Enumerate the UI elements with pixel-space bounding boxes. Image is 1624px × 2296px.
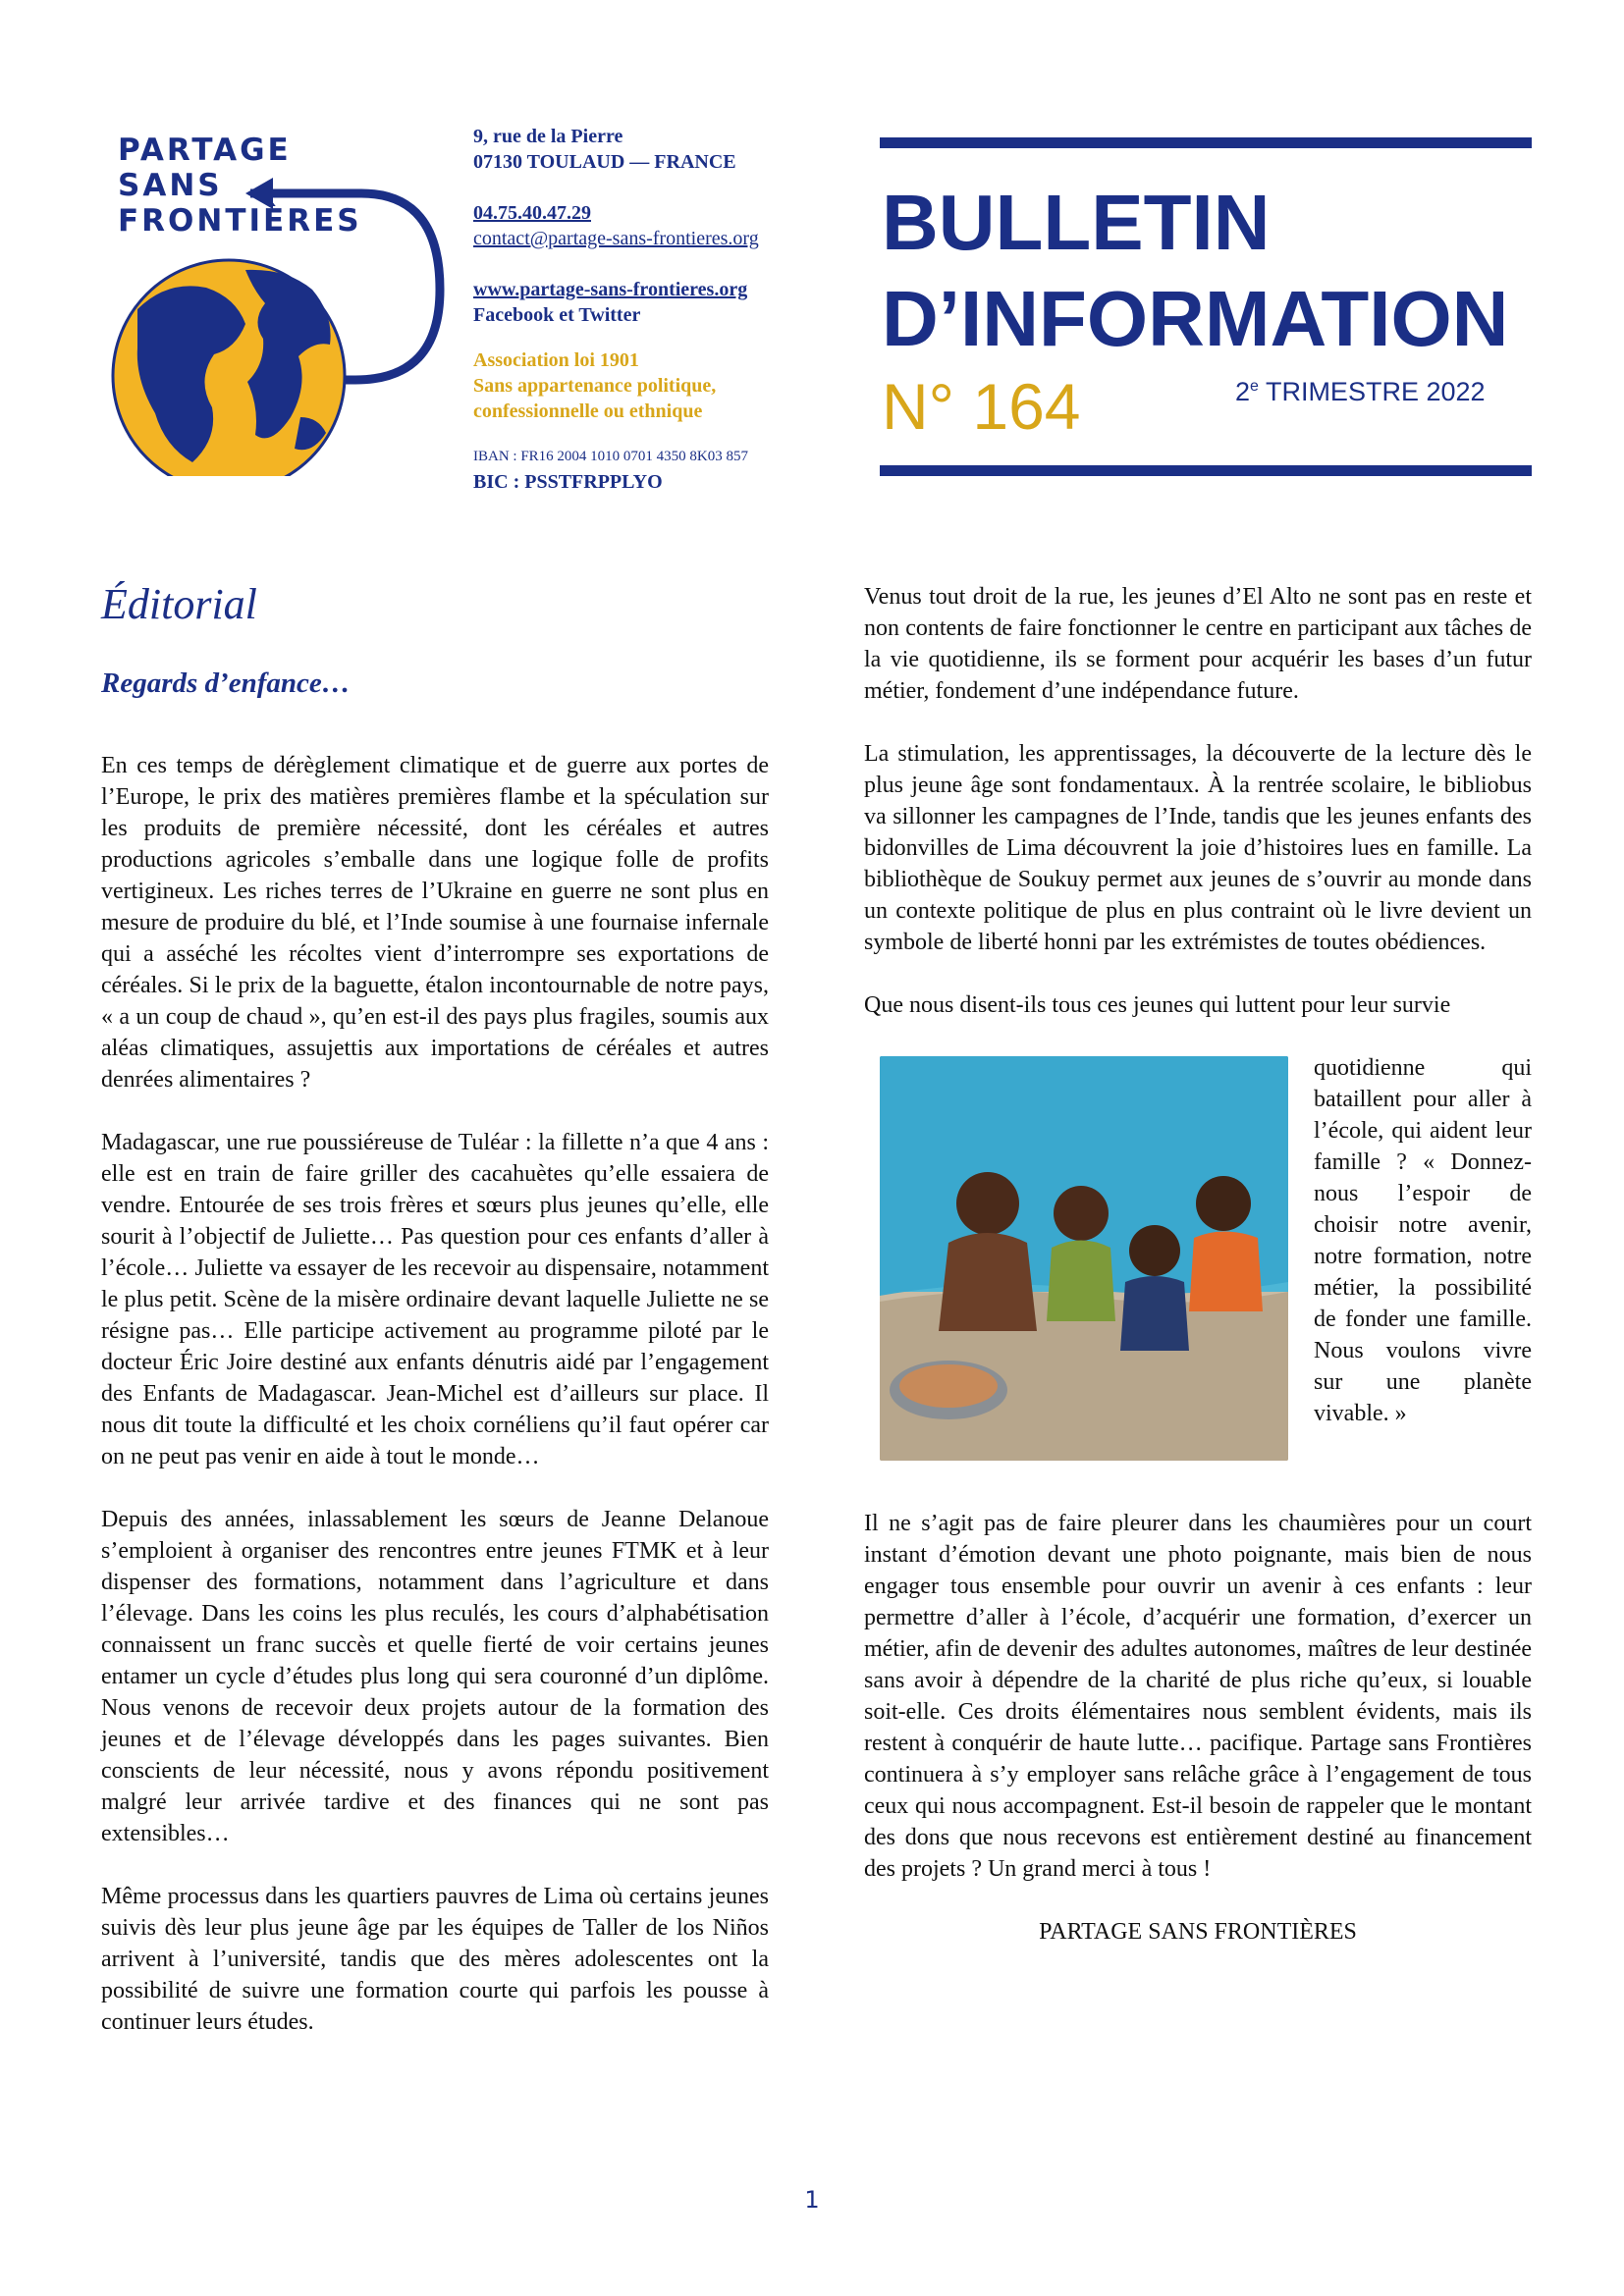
bulletin-header — [880, 137, 1536, 483]
assoc-religion: confessionnelle ou ethnique — [473, 400, 703, 422]
paragraph: La stimulation, les apprentissages, la découverte de la lecture dès le plus jeune âge sont fondamentaux. À la rentrée scolaire, le bibliobus va sillonner les campagnes de l’Inde, tandis que les jeunes enfants des bidonvilles de Lima découvrent la joie d’histoires lues en famille. La bibliothèque de Soukuy permet aux jeunes de s’ouvrir au monde dans un contexte politique de plus en plus contraint où le livre devient un symbole de liberté honni par les extrémistes de toutes obédiences. — [864, 741, 1532, 955]
editorial-subtitle: Regards d’enfance… — [101, 667, 351, 699]
logo — [98, 123, 471, 476]
children-photo-image — [880, 1056, 1288, 1461]
logo-line-1: PARTAGE — [118, 133, 292, 168]
email-link[interactable]: contact@partage-sans-frontieres.org — [473, 228, 759, 249]
bic: BIC : PSSTFRPPLYO — [473, 471, 663, 493]
logo-line-2: SANS — [118, 168, 223, 203]
bulletin-title-line-2: D’INFORMATION — [882, 275, 1509, 362]
assoc-type: Association loi 1901 — [473, 349, 639, 371]
trimester — [1235, 377, 1486, 407]
logo-wordmark — [118, 133, 362, 239]
contact-block — [473, 124, 827, 495]
children-photo — [880, 1056, 1288, 1461]
issue-number: N° 164 — [882, 370, 1081, 443]
paragraph: Même processus dans les quartiers pauvres de Lima où certains jeunes suivis dès leur plus jeune âge par les équipes de Taller de los Niños arrivent à l’université, tandis que des mères adolescentes ont la possibilité de suivre une formation courte qui parfois les pousse à continuer leurs études. — [101, 1884, 769, 2035]
signature: PARTAGE SANS FRONTIÈRES — [1039, 1919, 1357, 1945]
paragraph-float: quotidienne qui bataillent pour aller à l’école, qui aident leur famille ? « Donnez-nous l’espoir de choisir notre avenir, notre formation, notre métier, la possibilité de fonder une famille. Nous voulons vivre sur une planète vivable. » — [1314, 1055, 1532, 1426]
left-column — [101, 579, 769, 2069]
paragraph-intro: Que nous disent-ils tous ces jeunes qui luttent pour leur survie — [864, 992, 1451, 1018]
trimester-rest: TRIMESTRE 2022 — [1258, 377, 1486, 406]
assoc-politics: Sans appartenance politique, — [473, 375, 717, 397]
phone-link[interactable]: 04.75.40.47.29 — [473, 202, 591, 224]
top-rule — [880, 137, 1532, 148]
bulletin-title-line-1: BULLETIN — [882, 179, 1271, 266]
paragraph: En ces temps de dérèglement climatique et de guerre aux portes de l’Europe, le prix des matières premières flambe et la spéculation sur les produits de première nécessité, dont les céréales et autres productions agricoles s’emballe dans une logique folle de profits vertigineux. Les riches terres de l’Ukraine en guerre ne sont plus en mesure de produire du blé, et l’Inde soumise à une fournaise infernale qui a asséché les récoltes vient d’interrompre ses exportations de céréales. Si le prix de la baguette, étalon incontournable de notre pays, « a un coup de chaud », qu’en est-il des pays plus fragiles, soumis aux aléas climatiques, assujettis aux importations de céréales et autres denrées alimentaires ? — [101, 753, 769, 1093]
trimester-num: 2 — [1235, 377, 1251, 406]
website-link[interactable]: www.partage-sans-frontieres.org — [473, 279, 748, 300]
social-text: Facebook et Twitter — [473, 304, 641, 326]
paragraph: Il ne s’agit pas de faire pleurer dans les chaumières pour un court instant d’émotion devant une photo poignante, mais bien de nous engager tous ensemble pour ouvrir un avenir à ces enfants : leur permettre d’aller à l’école, d’acquérir une formation, d’exercer un métier, afin de devenir des adultes autonomes, maîtres de leur destinée sans avoir à dépendre de la charité de plus riche qu’eux, si louable soit-elle. Ces droits élémentaires nous semblent évidents, mais ils restent à conquérir de haute lutte… pacifique. Partage sans Frontières continuera à s’y employer sans relâche grâce à l’engagement de tous ceux qui nous accompagnent. Est-il besoin de rappeler que le montant des dons que nous recevons est entièrement destiné au financement des projets ? Un grand merci à tous ! — [864, 1511, 1532, 1882]
page-number: 1 — [804, 2186, 820, 2214]
trimester-sup: e — [1250, 378, 1259, 395]
bottom-rule — [880, 465, 1532, 476]
address-city: 07130 TOULAUD — FRANCE — [473, 151, 736, 173]
editorial-title: Éditorial — [101, 580, 257, 628]
right-column — [864, 581, 1532, 1948]
iban: IBAN : FR16 2004 1010 0701 4350 8K03 857 — [473, 449, 749, 464]
bulletin-title — [882, 175, 1508, 367]
paragraph: Venus tout droit de la rue, les jeunes d’El Alto ne sont pas en reste et non contents de faire fonctionner le centre en participant aux tâches de la vie quotidienne, ils se forment pour acquérir les bases d’un futur métier, fondement d’une indépendance future. — [864, 584, 1532, 704]
logo-line-3: FRONTIÈRES — [118, 203, 362, 239]
address-street: 9, rue de la Pierre — [473, 126, 623, 147]
photo-block — [864, 1052, 1532, 1461]
paragraph: Depuis des années, inlassablement les sœurs de Jeanne Delanoue s’emploient à organiser des rencontres entre jeunes FTMK et à leur dispenser des formations, notamment dans l’agriculture et dans l’élevage. Dans les coins les plus reculés, les cours d’alphabétisation connaissent un franc succès et quelle fierté de voir certains jeunes entamer un cycle d’études plus long qui sera couronné d’un diplôme. Nous venons de recevoir deux projets autour de la formation des jeunes et de l’élevage développés dans les pages suivantes. Bien conscients de leur nécessité, nous y avons répondu positivement malgré leur arrivée tardive et des finances qui ne sont pas extensibles… — [101, 1507, 769, 1846]
paragraph: Madagascar, une rue poussiéreuse de Tuléar : la fillette n’a que 4 ans : elle est en train de faire griller des cacahuètes qu’elle essaiera de vendre. Entourée de ses trois frères et sœurs plus jeunes qu’elle, elle sourit à l’objectif de Juliette… Pas question pour ces enfants d’aller à l’école… Juliette va essayer de les recevoir au dispensaire, notamment le plus petit. Scène de la misère ordinaire devant laquelle Juliette ne se résigne pas… Elle participe activement au programme piloté par le docteur Éric Joire destiné aux enfants dénutris aidé par l’engagement des Enfants de Madagascar. Jean-Michel est d’ailleurs sur place. Il nous dit toute la difficulté et les choix cornéliens qu’il faut opérer car on ne peut pas venir en aide à tout le monde… — [101, 1130, 769, 1469]
